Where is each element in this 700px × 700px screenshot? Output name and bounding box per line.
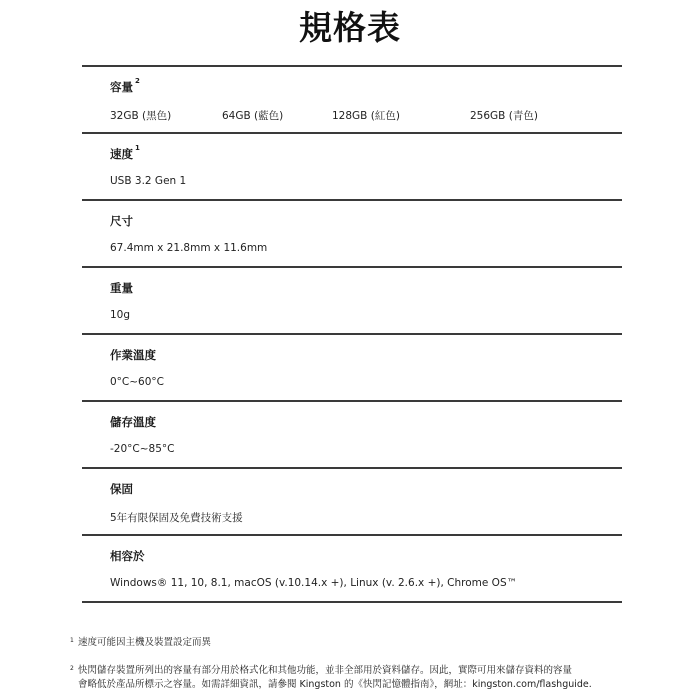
footnote-mark-2: 2 bbox=[70, 665, 74, 672]
spec-label-storage-temp: 儲存溫度 bbox=[110, 415, 156, 429]
spec-row-warranty bbox=[82, 467, 622, 534]
footnotes bbox=[70, 636, 670, 692]
spec-row-operating-temp bbox=[82, 333, 622, 400]
spec-row-compatibility bbox=[82, 534, 622, 603]
spec-row-storage-temp bbox=[82, 400, 622, 467]
spec-label-weight: 重量 bbox=[110, 281, 133, 295]
footnote-ref-1: 1 bbox=[135, 144, 140, 152]
spec-label-compatibility: 相容於 bbox=[110, 549, 145, 563]
page-title: 規格表 bbox=[299, 8, 401, 47]
spec-label-capacity bbox=[110, 79, 140, 95]
footnote-1 bbox=[70, 636, 670, 650]
spec-label-operating-temp: 作業溫度 bbox=[110, 348, 156, 362]
spec-value-speed: USB 3.2 Gen 1 bbox=[110, 175, 187, 187]
footnote-mark-1: 1 bbox=[70, 637, 74, 644]
spec-label-dimensions: 尺寸 bbox=[110, 214, 133, 228]
spec-row-dimensions bbox=[82, 199, 622, 266]
spec-label-warranty: 保固 bbox=[110, 482, 133, 496]
spec-value-warranty: 5年有限保固及免費技術支援 bbox=[110, 512, 243, 524]
capacity-option-256gb: 256GB (青色) bbox=[470, 110, 538, 122]
spec-value-weight: 10g bbox=[110, 309, 131, 321]
footnote-2 bbox=[70, 664, 670, 692]
capacity-option-32gb: 32GB (黑色) bbox=[110, 110, 172, 122]
capacity-label-text: 容量 bbox=[110, 80, 133, 94]
spec-value-storage-temp: -20°C~85°C bbox=[110, 443, 175, 455]
spec-table bbox=[82, 65, 622, 603]
spec-row-speed bbox=[82, 132, 622, 199]
spec-label-speed bbox=[110, 146, 140, 162]
footnote-2-text-line-1: 快閃儲存裝置所列出的容量有部分用於格式化和其他功能，並非全部用於資料儲存。因此，實際可用來儲存資料的容量 bbox=[78, 665, 573, 676]
speed-label-text: 速度 bbox=[110, 147, 133, 161]
spec-row-capacity bbox=[82, 65, 622, 132]
spec-value-operating-temp: 0°C~60°C bbox=[110, 376, 165, 388]
spec-value-compatibility: Windows® 11, 10, 8.1, macOS (v.10.14.x +), Linux (v. 2.6.x +), Chrome OS™ bbox=[110, 577, 518, 589]
spec-row-weight bbox=[82, 266, 622, 333]
spec-value-dimensions: 67.4mm x 21.8mm x 11.6mm bbox=[110, 242, 268, 254]
footnote-1-text: 速度可能因主機及裝置設定而異 bbox=[78, 637, 212, 648]
footnote-2-text-line-2: 會略低於產品所標示之容量。如需詳細資訊，請參閱 Kingston 的《快閃記憶體指南》，網址：kingston.com/flashguide. bbox=[78, 679, 592, 690]
capacity-option-64gb: 64GB (藍色) bbox=[222, 110, 284, 122]
footnote-ref-2: 2 bbox=[135, 77, 140, 85]
capacity-option-128gb: 128GB (紅色) bbox=[332, 110, 400, 122]
